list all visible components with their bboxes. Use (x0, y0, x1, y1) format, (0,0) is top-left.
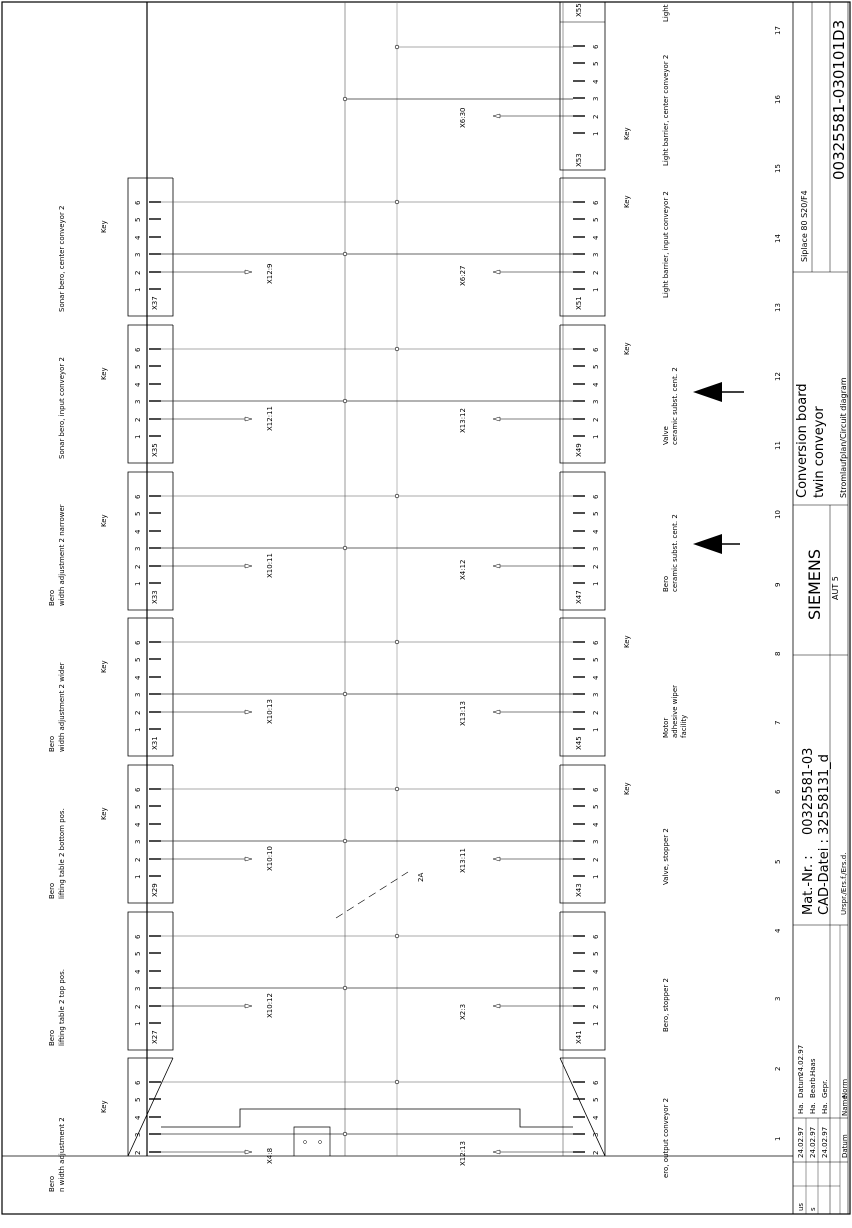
wire-arrow-left (245, 417, 252, 421)
wire-ref-left: X4:8 (266, 1147, 274, 1164)
key-label-left: Key (100, 220, 108, 233)
wire-ref-left: X10:12 (266, 993, 274, 1018)
connector-block-left (128, 912, 173, 1050)
column-number: 8 (774, 651, 782, 656)
right-pin-number: 2 (592, 114, 600, 119)
wire-arrow-left (245, 1150, 252, 1154)
column-number: 1 (774, 1136, 782, 1141)
device-label-left: width adjustment 2 wider (58, 662, 66, 752)
connector-block-right (560, 1058, 605, 1156)
connector-id-left: X37 (151, 296, 159, 310)
title-line-1: Conversion board (795, 383, 810, 498)
device-label-right: Bero, stopper 2 (662, 978, 670, 1032)
left-pin-number: 3 (134, 546, 142, 551)
left-pin-number: 2 (134, 564, 142, 569)
right-pin-number: 2 (592, 270, 600, 275)
wire-ref-right: X6:27 (459, 265, 467, 286)
wire-arrow-right (493, 270, 500, 274)
wire-arrow-left (245, 270, 252, 274)
key-label-top: Key (623, 127, 631, 140)
column-number: 6 (774, 789, 782, 794)
wire-arrow-right (493, 1004, 500, 1008)
device-label-right: adhesive wiper (671, 684, 679, 738)
connector-block-right (560, 765, 605, 903)
right-pin-number: 4 (592, 529, 600, 534)
connector-block-right (560, 912, 605, 1050)
wire-ref-right: X12:13 (459, 1141, 467, 1166)
right-pin-number: 6 (592, 200, 600, 205)
right-pin-number: 6 (592, 1080, 600, 1085)
rev-date: 24.02.97 (821, 1126, 829, 1158)
wire-arrow-left (245, 710, 252, 714)
device-label-left: Bero (48, 1029, 56, 1046)
key-label-left: Key (100, 514, 108, 527)
left-pin-number: 3 (134, 1132, 142, 1137)
right-pin-number: 5 (592, 657, 600, 662)
left-pin-number: 1 (134, 1021, 142, 1026)
wire-ref-left: X12:11 (266, 406, 274, 431)
left-pin-number: 4 (134, 1115, 142, 1120)
connector-block-left (128, 178, 173, 316)
left-pin-number: 4 (134, 822, 142, 827)
connector-block-right (560, 618, 605, 756)
rev-side: s (809, 1207, 817, 1211)
right-pin-number: 5 (592, 364, 600, 369)
column-number: 17 (774, 26, 782, 35)
connector-id-right: X49 (575, 443, 583, 457)
device-label-left: lifting table 2 bottom pos. (58, 808, 66, 899)
connector-pair (48, 1058, 670, 1192)
device-label-right: ceramic subst. cent. 2 (671, 367, 679, 445)
column-number: 5 (774, 859, 782, 864)
title-doc-number: 00325581-030101D3 (830, 19, 848, 180)
rev-side: us (797, 1202, 805, 1211)
column-number: 12 (774, 372, 782, 381)
connector-id-x55: X55 (575, 3, 583, 17)
left-pin-number: 4 (134, 382, 142, 387)
wire-ref-left: X10:11 (266, 553, 274, 578)
connector-pair (58, 178, 670, 316)
connector-block-top (560, 2, 605, 170)
connector-block-left (128, 618, 173, 756)
right-pin-number: 3 (592, 252, 600, 257)
connector-block-left (128, 472, 173, 610)
connector-id-left: X27 (151, 1030, 159, 1044)
wire-ref-left: X10:13 (266, 699, 274, 724)
junction-dot (343, 839, 347, 843)
wire-ref-right: X13:11 (459, 848, 467, 873)
right-pin-number: 6 (592, 787, 600, 792)
left-pin-number: 4 (134, 235, 142, 240)
right-pin-number: 1 (592, 434, 600, 439)
wire-ref-right: X13:13 (459, 701, 467, 726)
right-pin-number: 4 (592, 382, 600, 387)
sheet-border (2, 2, 850, 1214)
title-cad-label: CAD-Datei : (817, 839, 832, 915)
left-pin-number: 6 (134, 347, 142, 352)
left-pin-number: 3 (134, 839, 142, 844)
device-label-top-2: Light (662, 4, 670, 22)
device-label-left: Bero (48, 882, 56, 899)
rev-footer: Norm (841, 1078, 849, 1098)
left-pin-number: 2 (134, 857, 142, 862)
wire-arrow-top (493, 114, 500, 118)
device-label-right: facility (680, 714, 688, 738)
connector-block-left (128, 765, 173, 903)
right-pin-number: 1 (592, 874, 600, 879)
device-label-left: lifting table 2 top pos. (58, 969, 66, 1046)
device-label-right: Valve (662, 426, 670, 445)
device-label-left: width adjustment 2 narrower (58, 504, 66, 606)
left-pin-number: 6 (134, 640, 142, 645)
rev-value: Haas (809, 1058, 817, 1076)
connector-id-left: X35 (151, 443, 159, 457)
right-pin-number: 2 (592, 710, 600, 715)
relay-detail (161, 1109, 573, 1156)
left-pin-number: 1 (134, 434, 142, 439)
junction-dot (343, 546, 347, 550)
right-pin-number: 5 (592, 511, 600, 516)
right-pin-number: 1 (592, 1021, 600, 1026)
junction-dot (343, 1132, 347, 1136)
wire-ref-top: X6:30 (459, 107, 467, 128)
bridge-wire (161, 1109, 573, 1127)
left-pin-number: 1 (134, 874, 142, 879)
rev-footer: Datum (841, 1134, 849, 1158)
left-pin-number: 5 (134, 804, 142, 809)
junction-dot (343, 986, 347, 990)
device-label-left: Sonar bero, center conveyor 2 (58, 205, 66, 312)
connector-id-left: X29 (151, 883, 159, 897)
device-label-left: Sonar bero, input conveyor 2 (58, 357, 66, 459)
pin-label-2a: 2A (417, 872, 425, 882)
column-number: 14 (774, 234, 782, 243)
left-pin-number: 2 (134, 270, 142, 275)
device-label-left: Bero (48, 1175, 56, 1192)
connector-pair (58, 325, 679, 463)
right-pin-number: 4 (592, 969, 600, 974)
connector-pair (48, 912, 670, 1050)
device-label-left: Bero (48, 589, 56, 606)
key-label-right: Key (623, 635, 631, 648)
rev-role: Gepr. (821, 1079, 829, 1098)
right-pin-number: 6 (592, 494, 600, 499)
key-label-right: Key (623, 342, 631, 355)
rev-name: Ha. (797, 1102, 805, 1114)
device-label-right: Motor (662, 717, 670, 738)
device-label-right: Light barrier, input conveyor 2 (662, 191, 670, 298)
wire-ref-left: X12:9 (266, 263, 274, 284)
key-label-left: Key (100, 660, 108, 673)
right-pin-number: 3 (592, 1132, 600, 1137)
title-cad-value: 32558131_d (817, 754, 832, 835)
title-subtitle: Stromlaufplan/Circuit diagram (839, 377, 848, 498)
left-pin-number: 1 (134, 581, 142, 586)
left-pin-number: 5 (134, 1097, 142, 1102)
left-pin-number: 6 (134, 787, 142, 792)
right-pin-number: 2 (592, 417, 600, 422)
junction-dot (395, 347, 399, 351)
column-number: 4 (774, 928, 782, 933)
device-label-right: Valve, stopper 2 (662, 828, 670, 885)
right-pin-number: 5 (592, 1097, 600, 1102)
column-number: 13 (774, 303, 782, 312)
wire-arrow-right (493, 417, 500, 421)
rev-name: Ha. (821, 1102, 829, 1114)
key-label-left: Key (100, 807, 108, 820)
column-number: 15 (774, 164, 782, 173)
junction-dot (395, 640, 399, 644)
connector-block-left (128, 325, 173, 463)
connector-pair (48, 472, 679, 610)
wire-arrow-left (245, 857, 252, 861)
right-pin-number: 5 (592, 217, 600, 222)
right-pin-number: 5 (592, 804, 600, 809)
wire-arrow-left (245, 1004, 252, 1008)
device-label-right: ceramic subst. cent. 2 (671, 514, 679, 592)
wire-ref-right: X4:12 (459, 559, 467, 580)
left-pin-number: 2 (134, 710, 142, 715)
arrow-mark-upper (693, 382, 744, 402)
right-pin-number: 4 (592, 79, 600, 84)
column-number: 7 (774, 720, 782, 725)
title-company: SIEMENS (805, 548, 824, 620)
connector-block-right (560, 472, 605, 610)
connector-top (343, 2, 670, 170)
right-pin-number: 3 (592, 839, 600, 844)
device-label-right: ero, output conveyor 2 (662, 1097, 670, 1178)
left-pin-number: 5 (134, 364, 142, 369)
connector-id-right: X47 (575, 590, 583, 604)
junction-dot (343, 252, 347, 256)
connector-pair (48, 765, 670, 903)
right-pin-number: 3 (592, 986, 600, 991)
right-pin-number: 5 (592, 61, 600, 66)
left-pin-number: 5 (134, 511, 142, 516)
device-label-left: Bero (48, 735, 56, 752)
relay-box (294, 1127, 330, 1156)
left-pin-number: 5 (134, 657, 142, 662)
key-label-right: Key (623, 195, 631, 208)
title-line-2: twin conveyor (812, 406, 827, 498)
left-pin-number: 3 (134, 692, 142, 697)
junction-dot (343, 692, 347, 696)
right-pin-number: 6 (592, 640, 600, 645)
rev-value: 24.02.97 (797, 1044, 805, 1076)
junction-dot (395, 200, 399, 204)
connector-id-left: X31 (151, 736, 159, 750)
left-pin-number: 5 (134, 217, 142, 222)
connector-id-right: X51 (575, 296, 583, 310)
right-pin-number: 6 (592, 347, 600, 352)
device-label-right: Bero (662, 575, 670, 592)
left-pin-number: 4 (134, 969, 142, 974)
wire-arrow-right (493, 710, 500, 714)
title-block (793, 2, 849, 1214)
wire-ref-right: X2:3 (459, 1003, 467, 1020)
left-pin-number: 3 (134, 399, 142, 404)
key-label-right: Key (623, 782, 631, 795)
column-number: 10 (774, 510, 782, 519)
left-pin-number: 3 (134, 986, 142, 991)
rev-role: Datum (797, 1074, 805, 1098)
connector-id-left: X33 (151, 590, 159, 604)
wire-ref-left: X10:10 (266, 846, 274, 871)
junction-dot (395, 787, 399, 791)
title-department: AUT 5 (831, 576, 840, 600)
column-number: 2 (774, 1066, 782, 1071)
right-pin-number: 2 (592, 1150, 600, 1155)
left-pin-number: 1 (134, 727, 142, 732)
connector-id-right: X41 (575, 1030, 583, 1044)
left-pin-number: 3 (134, 252, 142, 257)
junction-dot (343, 399, 347, 403)
device-label-top: Light barrier, center conveyor 2 (662, 54, 670, 166)
right-pin-number: 4 (592, 235, 600, 240)
column-number: 16 (774, 95, 782, 104)
right-pin-number: 4 (592, 822, 600, 827)
wire-ref-right: X13:12 (459, 408, 467, 433)
right-pin-number: 4 (592, 675, 600, 680)
left-pin-number: 2 (134, 417, 142, 422)
column-number-layer (774, 26, 782, 1141)
left-pin-number: 2 (134, 1150, 142, 1155)
connector-block-right (560, 178, 605, 316)
right-pin-number: 3 (592, 546, 600, 551)
wire-arrow-left (245, 564, 252, 568)
arrow-mark-lower (693, 534, 740, 554)
connector-id-top: X53 (575, 153, 583, 167)
title-mat-value: 00325581-03 (801, 747, 816, 835)
title-origin: Urspr./Ers.f./Ers.d. (840, 852, 848, 915)
key-label-left: Key (100, 1100, 108, 1113)
right-pin-number: 5 (592, 951, 600, 956)
right-pin-number: 3 (592, 692, 600, 697)
right-pin-number: 6 (592, 934, 600, 939)
wire-arrow-right (493, 1150, 500, 1154)
rev-role: Bearb. (809, 1075, 817, 1098)
junction-dot (395, 494, 399, 498)
right-pin-number: 1 (592, 287, 600, 292)
column-number: 11 (774, 441, 782, 450)
left-pin-number: 6 (134, 934, 142, 939)
right-pin-number: 1 (592, 581, 600, 586)
left-pin-number: 4 (134, 529, 142, 534)
junction-dot (395, 1080, 399, 1084)
wire-arrow-right (493, 564, 500, 568)
rev-footer: Name (841, 1095, 849, 1116)
left-pin-number: 6 (134, 200, 142, 205)
left-pin-number: 2 (134, 1004, 142, 1009)
right-pin-number: 2 (592, 564, 600, 569)
title-project: Siplace 80 S20/F4 (800, 190, 809, 262)
wire-arrow-right (493, 857, 500, 861)
right-pin-number: 1 (592, 727, 600, 732)
right-pin-number: 3 (592, 96, 600, 101)
rev-date: 24.02.97 (809, 1126, 817, 1158)
right-pin-number: 3 (592, 399, 600, 404)
key-label-left: Key (100, 367, 108, 380)
relay-contact (304, 1141, 307, 1144)
connector-pair (48, 618, 688, 756)
right-pin-number: 2 (592, 857, 600, 862)
left-pin-number: 1 (134, 287, 142, 292)
relay-contact (319, 1141, 322, 1144)
connector-block-left (128, 1058, 173, 1156)
title-mat-label: Mat.-Nr. : (801, 855, 816, 915)
rev-name: Ha. (809, 1102, 817, 1114)
column-number: 9 (774, 582, 782, 587)
left-pin-number: 6 (134, 494, 142, 499)
left-pin-number: 5 (134, 951, 142, 956)
connector-id-right: X43 (575, 883, 583, 897)
connector-block-right (560, 325, 605, 463)
right-pin-number: 4 (592, 1115, 600, 1120)
right-pin-number: 6 (592, 44, 600, 49)
right-pin-number: 2 (592, 1004, 600, 1009)
left-pin-number: 6 (134, 1080, 142, 1085)
junction-dot (395, 45, 399, 49)
junction-dot (343, 97, 347, 101)
rev-date: 24.02.97 (797, 1126, 805, 1158)
junction-dot (395, 934, 399, 938)
right-pin-number: 1 (592, 131, 600, 136)
device-label-left: n width adjustment 2 (58, 1117, 66, 1192)
connector-layer (48, 2, 688, 1192)
connector-id-right: X45 (575, 736, 583, 750)
left-pin-number: 4 (134, 675, 142, 680)
column-number: 3 (774, 996, 782, 1001)
